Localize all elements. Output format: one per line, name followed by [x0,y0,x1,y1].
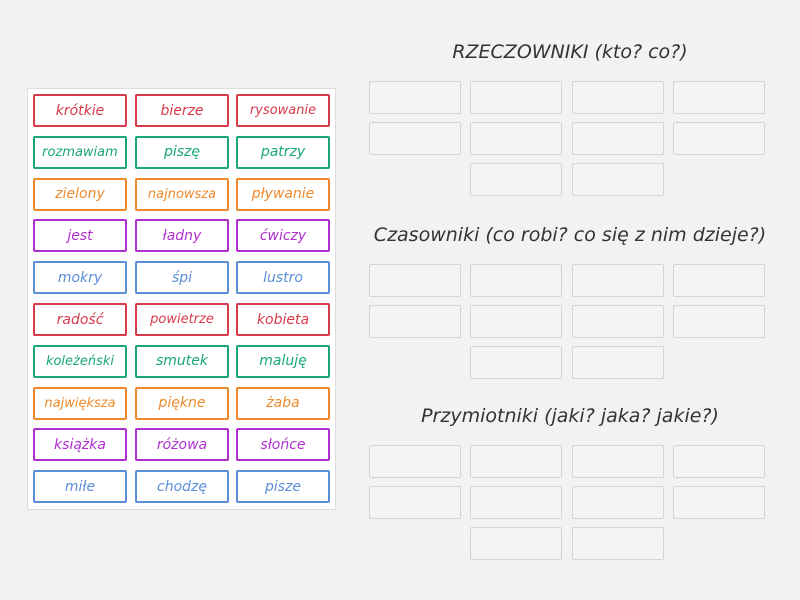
drop-slot[interactable] [369,122,461,155]
drop-slot[interactable] [673,486,765,519]
drop-slot[interactable] [572,346,664,379]
word-card[interactable]: pływanie [236,178,330,211]
word-card[interactable]: piszę [135,136,229,169]
word-card[interactable]: miłe [33,470,127,503]
word-card[interactable]: powietrze [135,303,229,336]
word-card[interactable]: lustro [236,261,330,294]
drop-slot[interactable] [470,527,562,560]
word-card[interactable]: krótkie [33,94,127,127]
group-title: Przymiotniki (jaki? jaka? jakie?) [421,405,719,427]
drop-slot[interactable] [572,264,664,297]
drop-slot[interactable] [572,486,664,519]
drop-slot[interactable] [572,527,664,560]
drop-slot[interactable] [673,81,765,114]
word-card[interactable]: największa [33,387,127,420]
word-card[interactable]: koleżeński [33,345,127,378]
drop-slot[interactable] [470,445,562,478]
drop-slot[interactable] [572,122,664,155]
drop-slot[interactable] [572,305,664,338]
drop-slot[interactable] [572,445,664,478]
drop-slot[interactable] [470,163,562,196]
drop-slot[interactable] [470,81,562,114]
word-bank [27,88,336,510]
drop-slot[interactable] [369,445,461,478]
word-card[interactable]: rysowanie [236,94,330,127]
word-card[interactable]: najnowsza [135,178,229,211]
drop-slot[interactable] [572,81,664,114]
word-card[interactable]: żaba [236,387,330,420]
word-card[interactable]: rozmawiam [33,136,127,169]
drop-slot[interactable] [369,264,461,297]
drop-slot[interactable] [470,264,562,297]
word-card[interactable]: ćwiczy [236,219,330,252]
word-card[interactable]: piękne [135,387,229,420]
word-card[interactable]: pisze [236,470,330,503]
drop-slot[interactable] [673,264,765,297]
word-card[interactable]: patrzy [236,136,330,169]
word-card[interactable]: smutek [135,345,229,378]
drop-slot[interactable] [470,486,562,519]
word-card[interactable]: ładny [135,219,229,252]
drop-slot[interactable] [470,305,562,338]
word-card[interactable]: maluję [236,345,330,378]
word-card[interactable]: bierze [135,94,229,127]
drop-slot[interactable] [369,305,461,338]
drop-slot[interactable] [470,122,562,155]
group-title: Czasowniki (co robi? co się z nim dzieje?) [373,224,767,246]
drop-slot[interactable] [673,305,765,338]
word-card[interactable]: różowa [135,428,229,461]
word-card[interactable]: zielony [33,178,127,211]
word-card[interactable]: chodzę [135,470,229,503]
word-card[interactable]: kobieta [236,303,330,336]
drop-slot[interactable] [572,163,664,196]
drop-slot[interactable] [369,81,461,114]
drop-slot[interactable] [369,486,461,519]
drop-slot[interactable] [673,122,765,155]
word-card[interactable]: radość [33,303,127,336]
drop-slot[interactable] [470,346,562,379]
word-card[interactable]: jest [33,219,127,252]
word-card[interactable]: książka [33,428,127,461]
word-card[interactable]: słońce [236,428,330,461]
word-card[interactable]: mokry [33,261,127,294]
word-card[interactable]: śpi [135,261,229,294]
group-title: RZECZOWNIKI (kto? co?) [452,41,688,63]
drop-slot[interactable] [673,445,765,478]
